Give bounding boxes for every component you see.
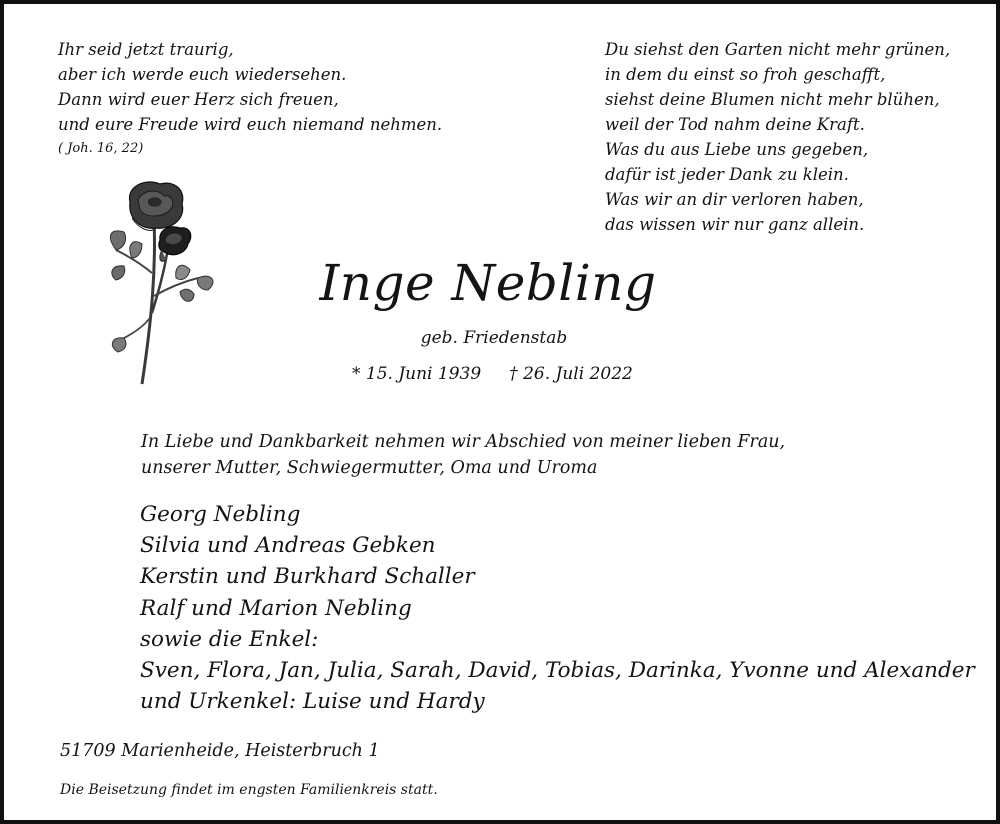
mourner-line: Ralf und Marion Nebling xyxy=(140,595,412,621)
poem-right-line: Du siehst den Garten nicht mehr grünen, xyxy=(605,40,951,59)
mourners-list xyxy=(140,499,975,717)
address: 51709 Marienheide, Heisterbruch 1 xyxy=(60,741,380,761)
mourner-line: Kerstin und Burkhard Schaller xyxy=(140,564,475,590)
maiden-name: geb. Friedenstab xyxy=(420,328,568,348)
poem-left-line: aber ich werde euch wiedersehen. xyxy=(58,65,347,84)
life-dates xyxy=(352,364,633,384)
mourner-line: Georg Nebling xyxy=(140,502,301,527)
poem-right-line: das wissen wir nur ganz allein. xyxy=(605,215,865,234)
deceased-name-text: Inge Nebling xyxy=(319,254,657,312)
poem-right-line: dafür ist jeder Dank zu klein. xyxy=(605,165,849,184)
poem-right-line: siehst deine Blumen nicht mehr blühen, xyxy=(605,90,940,109)
bible-reference: ( Joh. 16, 22) xyxy=(58,141,144,156)
mourner-line: und Urkenkel: Luise und Hardy xyxy=(140,689,485,715)
poem-right-line: Was wir an dir verloren haben, xyxy=(605,190,864,209)
poem-right-line: weil der Tod nahm deine Kraft. xyxy=(605,115,865,134)
poem-left-line: und eure Freude wird euch niemand nehmen. xyxy=(58,115,443,134)
farewell-line: In Liebe und Dankbarkeit nehmen wir Abschied von meiner lieben Frau, xyxy=(141,432,786,452)
mourner-line: sowie die Enkel: xyxy=(140,626,319,652)
farewell-line: unserer Mutter, Schwiegermutter, Oma und Uroma xyxy=(141,458,598,478)
poem-left-line: Dann wird euer Herz sich freuen, xyxy=(58,90,339,109)
poem-right-line: Was du aus Liebe uns gegeben, xyxy=(605,140,869,159)
mourner-line: Silvia und Andreas Gebken xyxy=(140,533,436,559)
poem-right-line: in dem du einst so froh geschafft, xyxy=(605,65,886,84)
birth-date: * 15. Juni 1939 xyxy=(352,364,482,384)
mourner-line: Sven, Flora, Jan, Julia, Sarah, David, Tobias, Darinka, Yvonne und Alexander xyxy=(140,658,975,684)
poem-left-line: Ihr seid jetzt traurig, xyxy=(58,40,234,59)
death-date: † 26. Juli 2022 xyxy=(509,364,633,384)
farewell-text xyxy=(141,429,785,481)
poem-right xyxy=(605,37,950,237)
funeral-notice: Die Beisetzung findet im engsten Familienkreis statt. xyxy=(60,782,438,798)
poem-left xyxy=(58,37,442,161)
deceased-name xyxy=(4,254,984,312)
